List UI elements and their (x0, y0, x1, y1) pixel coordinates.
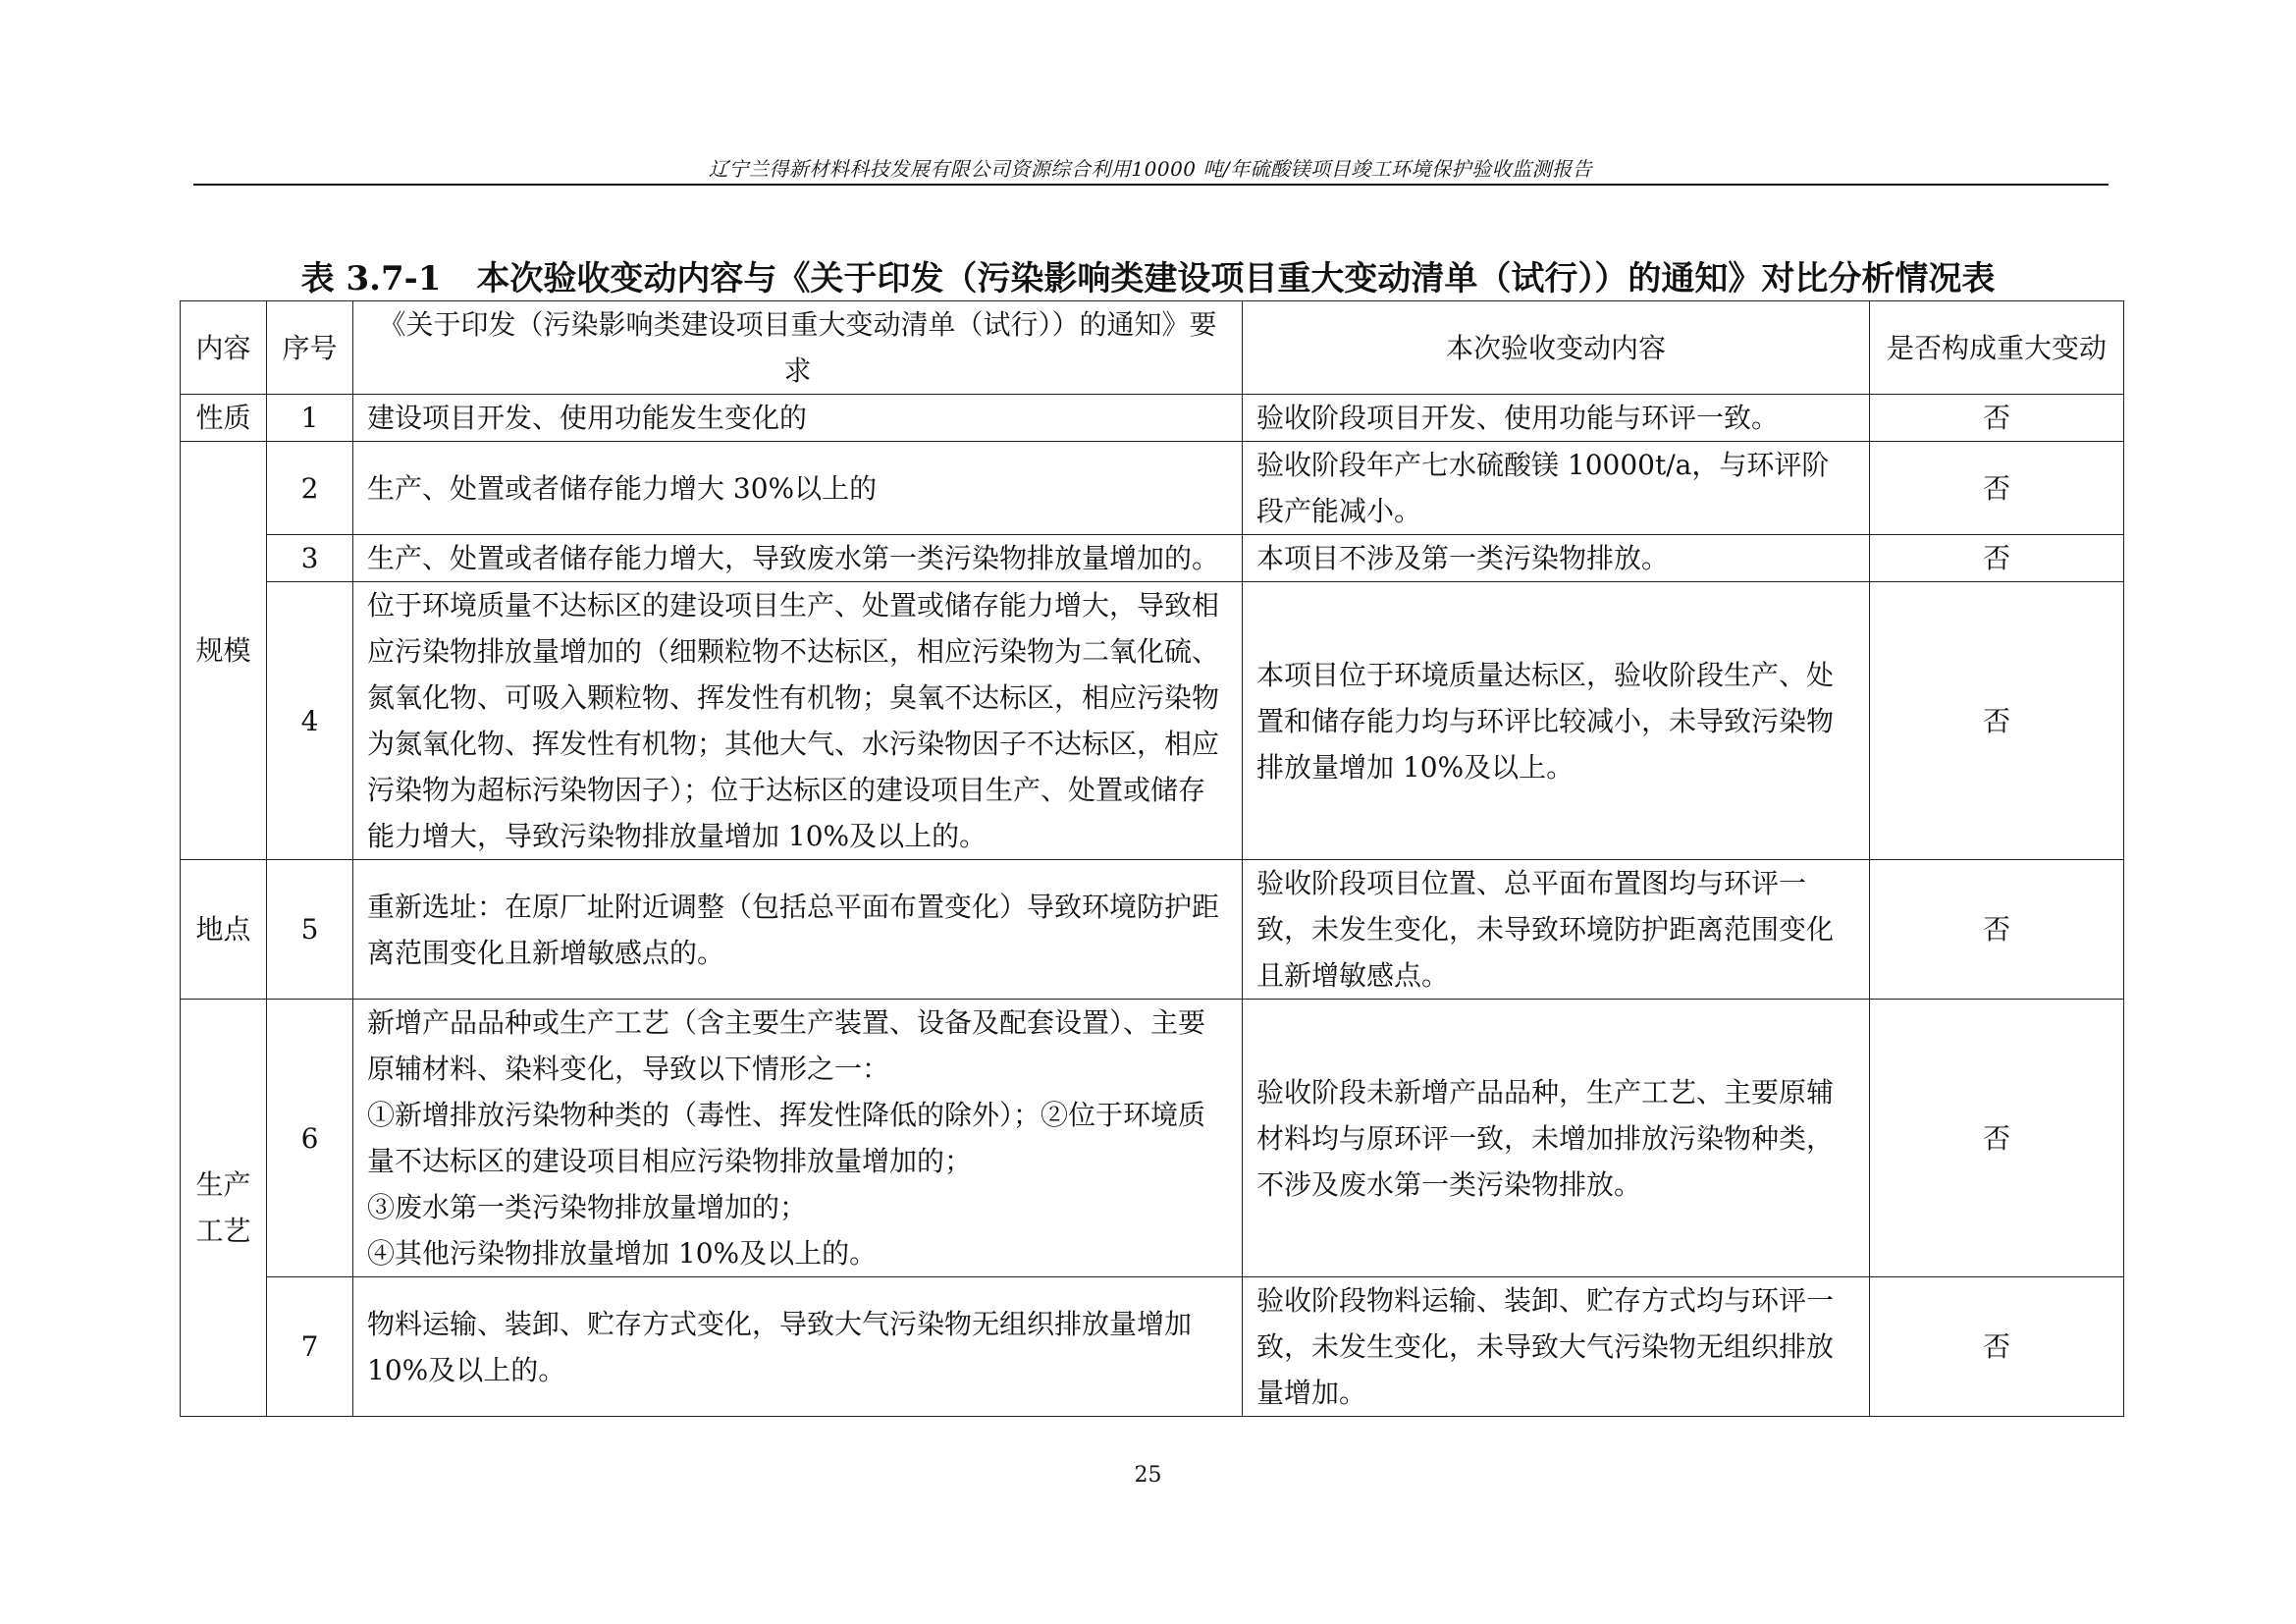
requirement-line: 新增产品品种或生产工艺（含主要生产装置、设备及配套设置）、主要原辅材料、染料变化，导致以下情形之一： (367, 1006, 1206, 1085)
major-cell: 否 (1870, 582, 2124, 860)
requirement-line: ①新增排放污染物种类的（毒性、挥发性降低的除外）；②位于环境质量不达标区的建设项目相应污染物排放量增加的； (367, 1099, 1206, 1177)
change-cell: 验收阶段项目位置、总平面布置图均与环评一致，未发生变化，未导致环境防护距离范围变化且新增敏感点。 (1243, 860, 1870, 1000)
report-header: 辽宁兰得新材料科技发展有限公司资源综合利用10000 吨/年硫酸镁项目竣工环境保护验收监测报告 (708, 157, 1593, 181)
requirement-line: ④其他污染物排放量增加 10%及以上的。 (367, 1237, 878, 1270)
column-header-requirement: 《关于印发（污染影响类建设项目重大变动清单（试行））的通知》要求 (353, 301, 1243, 395)
table-row (181, 395, 2124, 442)
table-number: 表 3.7-1 (300, 259, 442, 298)
requirement-cell: 生产、处置或者储存能力增大 30%以上的 (353, 442, 1243, 535)
table-row (181, 1277, 2124, 1417)
table-row (181, 1000, 2124, 1277)
table-title (177, 251, 2119, 299)
row-number: 7 (267, 1277, 353, 1417)
table-row (181, 582, 2124, 860)
change-comparison-table (180, 300, 2124, 1417)
group-nature: 性质 (181, 395, 267, 442)
column-header-number: 序号 (267, 301, 353, 395)
requirement-cell (353, 1000, 1243, 1277)
change-cell: 验收阶段未新增产品品种，生产工艺、主要原辅材料均与原环评一致，未增加排放污染物种类，不涉及废水第一类污染物排放。 (1243, 1000, 1870, 1277)
requirement-cell: 建设项目开发、使用功能发生变化的 (353, 395, 1243, 442)
group-scale: 规模 (181, 442, 267, 860)
major-cell: 否 (1870, 442, 2124, 535)
page-number: 25 (1134, 1463, 1162, 1488)
column-header-change: 本次验收变动内容 (1243, 301, 1870, 395)
column-header-major: 是否构成重大变动 (1870, 301, 2124, 395)
table-row (181, 535, 2124, 582)
row-number: 2 (267, 442, 353, 535)
change-cell: 验收阶段年产七水硫酸镁 10000t/a，与环评阶段产能减小。 (1243, 442, 1870, 535)
change-cell: 验收阶段项目开发、使用功能与环评一致。 (1243, 395, 1870, 442)
change-cell: 本项目位于环境质量达标区，验收阶段生产、处置和储存能力均与环评比较减小，未导致污染物排放量增加 10%及以上。 (1243, 582, 1870, 860)
table-row (181, 442, 2124, 535)
major-cell: 否 (1870, 1277, 2124, 1417)
requirement-line: ③废水第一类污染物排放量增加的； (367, 1191, 808, 1223)
major-cell: 否 (1870, 860, 2124, 1000)
requirement-cell: 物料运输、装卸、贮存方式变化，导致大气污染物无组织排放量增加 10%及以上的。 (353, 1277, 1243, 1417)
column-header-content: 内容 (181, 301, 267, 395)
table-caption: 本次验收变动内容与《关于印发（污染影响类建设项目重大变动清单（试行））的通知》对比分析情况表 (476, 259, 1996, 298)
major-cell: 否 (1870, 1000, 2124, 1277)
group-process: 生产工艺 (181, 1000, 267, 1417)
major-cell: 否 (1870, 395, 2124, 442)
requirement-cell: 生产、处置或者储存能力增大，导致废水第一类污染物排放量增加的。 (353, 535, 1243, 582)
major-cell: 否 (1870, 535, 2124, 582)
group-location: 地点 (181, 860, 267, 1000)
header-divider (193, 184, 2109, 186)
change-cell: 验收阶段物料运输、装卸、贮存方式均与环评一致，未发生变化，未导致大气污染物无组织排放量增加。 (1243, 1277, 1870, 1417)
requirement-cell: 重新选址：在原厂址附近调整（包括总平面布置变化）导致环境防护距离范围变化且新增敏感点的。 (353, 860, 1243, 1000)
row-number: 3 (267, 535, 353, 582)
requirement-cell: 位于环境质量不达标区的建设项目生产、处置或储存能力增大，导致相应污染物排放量增加的（细颗粒物不达标区，相应污染物为二氧化硫、氮氧化物、可吸入颗粒物、挥发性有机物；臭氧不达标区，相应污染物为氮氧化物、挥发性有机物；其他大气、水污染物因子不达标区，相应污染物为超标污染物因子）；位于达标区的建设项目生产、处置或储存能力增大，导致污染物排放量增加 10%及以上的。 (353, 582, 1243, 860)
row-number: 5 (267, 860, 353, 1000)
change-cell: 本项目不涉及第一类污染物排放。 (1243, 535, 1870, 582)
row-number: 1 (267, 395, 353, 442)
row-number: 6 (267, 1000, 353, 1277)
row-number: 4 (267, 582, 353, 860)
table-header-row (181, 301, 2124, 395)
table-row (181, 860, 2124, 1000)
